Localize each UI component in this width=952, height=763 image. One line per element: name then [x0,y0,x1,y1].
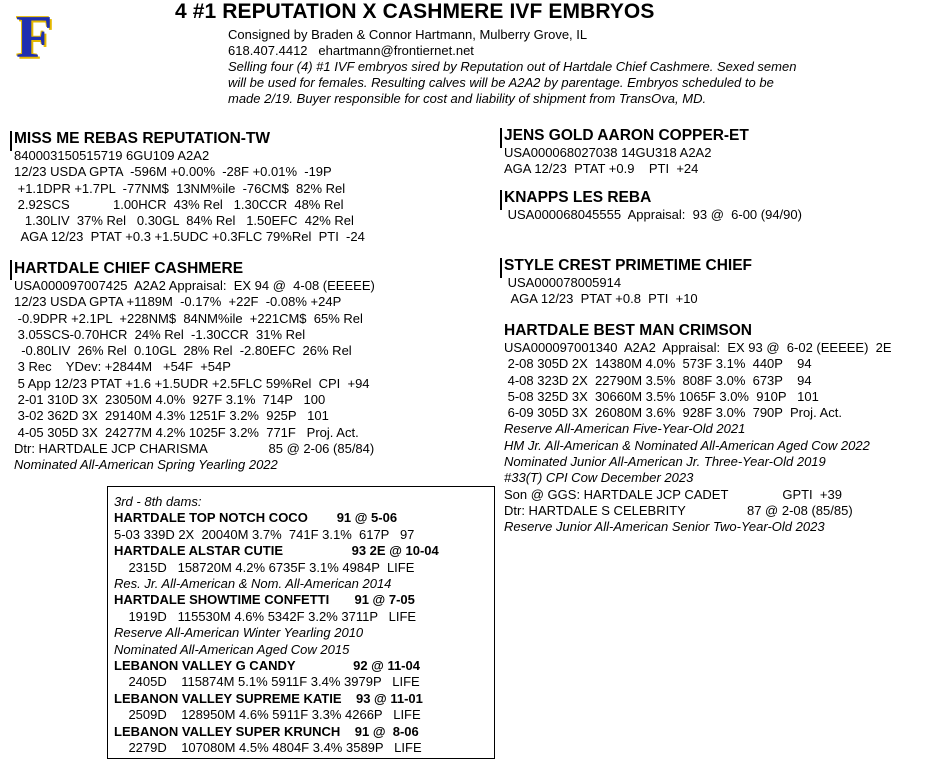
dam-of-dam-line: 2-08 305D 2X 14380M 4.0% 573F 3.1% 440P 94 [504,356,812,372]
dam-entry-note: Nominated All-American Aged Cow 2015 [114,641,350,657]
dam-entry-record: 2509D 128950M 4.6% 5911F 3.3% 4266P LIFE [114,707,421,723]
sire-of-sire-line: USA000068027038 14GU318 A2A2 [504,145,712,160]
sire-line: 1.30LIV 37% Rel 0.30GL 84% Rel 1.50EFC 42% Rel [14,213,354,229]
dam-line: 12/23 USDA GPTA +1189M -0.17% +22F -0.08% +24P [14,294,342,310]
sire-of-dam-divider [500,258,502,278]
dam-line: 5 App 12/23 PTAT +1.6 +1.5UDR +2.5FLC 59%Rel CPI +94 [14,375,370,391]
sire-of-dam-block [504,257,752,308]
dam-of-dam-block [504,322,892,536]
sire-line: 2.92SCS 1.00HCR 43% Rel 1.30CCR 48% Rel [14,196,344,212]
dam-line: Dtr: HARTDALE JCP CHARISMA 85 @ 2-06 (85/84) [14,440,375,456]
description-line-3: made 2/19. Buyer responsible for cost and liability of shipment from TransOva, MD. [228,91,707,106]
dam-line: -0.9DPR +2.1PL +228NM$ 84NM%ile +221CM$ 65% Rel [14,310,363,326]
description-line-1: Selling four (4) #1 IVF embryos sired by Reputation out of Hartdale Chief Cashmere. Sexed semen [228,59,797,74]
page-title: 4 #1 REPUTATION X CASHMERE IVF EMBRYOS [175,0,655,23]
dam-line: 2-01 310D 3X 23050M 4.0% 927F 3.1% 714P 100 [14,392,326,408]
sire-line: 12/23 USDA GPTA -596M +0.00% -28F +0.01% -19P [14,164,332,180]
dams-list [114,494,439,757]
dam-of-sire-line: USA000068045555 Appraisal: 93 @ 6-00 (94/90) [504,207,802,222]
dam-of-dam-line: USA000097001340 A2A2 Appraisal: EX 93 @ 6-02 (EEEEE) 2E [504,340,892,355]
frontier-logo: F [16,4,53,70]
dam-of-dam-final-award: Reserve Junior All-American Senior Two-Year-Old 2023 [504,519,825,535]
dam-of-dam-dtr: Dtr: HARTDALE S CELEBRITY 87 @ 2-08 (85/85) [504,502,853,518]
dam-of-sire-block [504,189,802,223]
sire-of-sire-divider [500,128,502,148]
dam-entry-name: LEBANON VALLEY SUPREME KATIE 93 @ 11-01 [114,690,423,706]
dam-entry-record: 1919D 115530M 4.6% 5342F 3.2% 3711P LIFE [114,608,417,624]
dam-entry-name: LEBANON VALLEY SUPER KRUNCH 91 @ 8-06 [114,723,419,739]
dam-entry-record: 2405D 115874M 5.1% 5911F 3.4% 3979P LIFE [114,674,420,690]
sire-of-dam-line: AGA 12/23 PTAT +0.8 PTI +10 [504,291,698,307]
dam-award: Nominated All-American Spring Yearling 2022 [14,457,278,473]
sire-of-sire-line: AGA 12/23 PTAT +0.9 PTI +24 [504,161,699,177]
dam-of-dam-son: Son @ GGS: HARTDALE JCP CADET GPTI +39 [504,486,842,502]
dam-of-dam-note: #33(T) CPI Cow December 2023 [504,470,694,486]
dam-of-dam-line: 4-08 323D 2X 22790M 3.5% 808F 3.0% 673P 94 [504,372,812,388]
contact-line: 618.407.4412 ehartmann@frontiernet.net [228,43,474,58]
dam-entry-record: 5-03 339D 2X 20040M 3.7% 741F 3.1% 617P 97 [114,526,415,542]
sire-divider [10,131,12,151]
dam-of-dam-note: Reserve All-American Five-Year-Old 2021 [504,421,746,437]
sire-of-dam-line: USA000078005914 [504,275,622,290]
dam-entry-note: Res. Jr. All-American & Nom. All-American 2014 [114,576,392,592]
dam-line: USA000097007425 A2A2 Appraisal: EX 94 @ 4-08 (EEEEE) [14,278,375,293]
consigner-line: Consigned by Braden & Connor Hartmann, Mulberry Grove, IL [228,27,588,42]
dam-entry-name: HARTDALE SHOWTIME CONFETTI 91 @ 7-05 [114,592,415,608]
dam-entry-record: 2315D 158720M 4.2% 6735F 3.1% 4984P LIFE [114,559,415,575]
dam-of-dam-line: 6-09 305D 3X 26080M 3.6% 928F 3.0% 790P Proj. Act. [504,405,842,421]
sire-of-sire-block [504,127,749,178]
dam-of-dam-note: Nominated Junior All-American Jr. Three-Year-Old 2019 [504,454,826,470]
dam-line: 3-02 362D 3X 29140M 4.3% 1251F 3.2% 925P 101 [14,408,329,424]
dam-entry-name: HARTDALE TOP NOTCH COCO 91 @ 5-06 [114,510,398,526]
sire-of-dam-name: STYLE CREST PRIMETIME CHIEF [504,257,753,274]
dam-divider [10,260,12,280]
sire-of-sire-name: JENS GOLD AARON COPPER-ET [504,127,749,144]
description-line-2: will be used for females. Resulting calves will be A2A2 by parentage. Embryos scheduled to be [228,75,774,90]
dam-entry-record: 2279D 107080M 4.5% 4804F 3.4% 3589P LIFE [114,740,422,756]
dam-entry-name: LEBANON VALLEY G CANDY 92 @ 11-04 [114,658,420,674]
dam-name: HARTDALE CHIEF CASHMERE [14,260,244,277]
sire-line: AGA 12/23 PTAT +0.3 +1.5UDC +0.3FLC 79%Rel PTI -24 [14,229,365,245]
dam-line: 3.05SCS-0.70HCR 24% Rel -1.30CCR 31% Rel [14,326,306,342]
sire-line: +1.1DPR +1.7PL -77NM$ 13NM%ile -76CM$ 82% Rel [14,180,346,196]
dam-line: -0.80LIV 26% Rel 0.10GL 28% Rel -2.80EFC 26% Rel [14,343,352,359]
dam-entry-note: Reserve All-American Winter Yearling 2010 [114,625,364,641]
dam-entry-name: HARTDALE ALSTAR CUTIE 93 2E @ 10-04 [114,543,439,559]
dam-of-sire-divider [500,190,502,210]
sire-line: 840003150515719 6GU109 A2A2 [14,148,210,163]
dam-of-dam-line: 5-08 325D 3X 30660M 3.5% 1065F 3.0% 910P 101 [504,388,819,404]
dams-heading: 3rd - 8th dams: [114,494,202,509]
sire-block [14,130,365,246]
dam-of-dam-name: HARTDALE BEST MAN CRIMSON [504,322,752,339]
dam-line: 3 Rec YDev: +2844M +54F +54P [14,359,231,375]
dam-block [14,260,375,474]
sire-name: MISS ME REBAS REPUTATION-TW [14,130,271,147]
dam-line: 4-05 305D 3X 24277M 4.2% 1025F 3.2% 771F Proj. Act. [14,424,359,440]
dam-of-dam-note: HM Jr. All-American & Nominated All-American Aged Cow 2022 [504,437,870,453]
dam-of-sire-name: KNAPPS LES REBA [504,189,652,206]
